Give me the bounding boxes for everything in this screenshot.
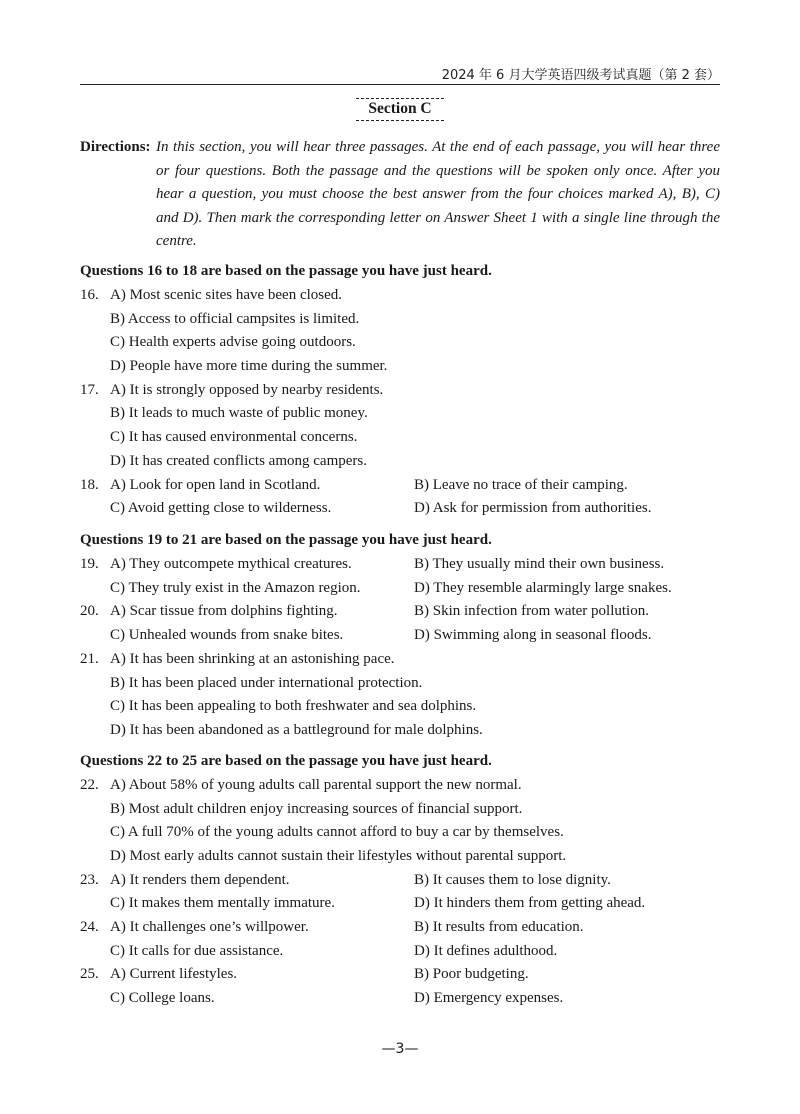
question-number: 20. xyxy=(80,603,99,619)
option-a: A) It challenges one’s willpower. xyxy=(110,919,309,935)
option-d: D) It has created conflicts among campers. xyxy=(110,453,367,469)
question-number: 23. xyxy=(80,872,99,888)
option-d: D) Most early adults cannot sustain their lifestyles without parental support. xyxy=(110,848,567,864)
option-c: C) It has been appealing to both freshwater and sea dolphins. xyxy=(110,698,477,714)
option-a: A) Current lifestyles. xyxy=(110,966,238,982)
option-a: A) Most scenic sites have been closed. xyxy=(110,287,343,303)
option-d: D) Emergency expenses. xyxy=(414,990,564,1006)
directions-label: Directions: xyxy=(80,139,151,155)
directions xyxy=(80,136,720,254)
option-d: D) Swimming along in seasonal floods. xyxy=(414,627,652,643)
question-number: 24. xyxy=(80,919,99,935)
option-b: B) Poor budgeting. xyxy=(414,966,529,982)
header-title: 2024 年 6 月大学英语四级考试真题（第 2 套） xyxy=(441,68,720,83)
option-b: B) It has been placed under international protection. xyxy=(110,675,423,691)
option-b: B) It results from education. xyxy=(414,919,584,935)
page-header xyxy=(80,62,720,85)
option-a: A) About 58% of young adults call parental support the new normal. xyxy=(110,777,522,793)
option-b: B) It leads to much waste of public money. xyxy=(110,405,368,421)
option-c: C) Unhealed wounds from snake bites. xyxy=(110,627,344,643)
question-number: 22. xyxy=(80,777,99,793)
option-b: B) Skin infection from water pollution. xyxy=(414,603,649,619)
section-label: Section C xyxy=(356,98,443,121)
page-number: —3— xyxy=(381,1041,419,1057)
directions-text: In this section, you will hear three passages. At the end of each passage, you will hear three or four questions. Both the passage and the questions will be spoken only once. After you hear a question, you must choose the best answer from the four choices marked A), B), C) and D). Then mark the corresponding letter on Answer Sheet 1 with a single line through the centre. xyxy=(156,139,720,249)
option-a: A) Look for open land in Scotland. xyxy=(110,477,321,493)
section-heading xyxy=(0,98,800,121)
option-c: C) Avoid getting close to wilderness. xyxy=(110,500,332,516)
option-a: A) Scar tissue from dolphins fighting. xyxy=(110,603,338,619)
group-heading-16-18: Questions 16 to 18 are based on the passage you have just heard. xyxy=(80,263,492,279)
option-c: C) College loans. xyxy=(110,990,215,1006)
option-b: B) Most adult children enjoy increasing sources of financial support. xyxy=(110,801,523,817)
option-b: B) It causes them to lose dignity. xyxy=(414,872,611,888)
option-d: D) It defines adulthood. xyxy=(414,943,558,959)
option-a: A) It is strongly opposed by nearby residents. xyxy=(110,382,384,398)
question-number: 17. xyxy=(80,382,99,398)
group-heading-19-21: Questions 19 to 21 are based on the passage you have just heard. xyxy=(80,532,492,548)
option-a: A) It has been shrinking at an astonishing pace. xyxy=(110,651,395,667)
option-b: B) They usually mind their own business. xyxy=(414,556,665,572)
option-d: D) It has been abandoned as a battleground for male dolphins. xyxy=(110,722,483,738)
option-c: C) They truly exist in the Amazon region. xyxy=(110,580,361,596)
option-d: D) They resemble alarmingly large snakes. xyxy=(414,580,672,596)
option-c: C) It calls for due assistance. xyxy=(110,943,284,959)
question-number: 16. xyxy=(80,287,99,303)
option-c: C) It has caused environmental concerns. xyxy=(110,429,358,445)
option-b: B) Leave no trace of their camping. xyxy=(414,477,628,493)
option-a: A) It renders them dependent. xyxy=(110,872,290,888)
group-heading-22-25: Questions 22 to 25 are based on the passage you have just heard. xyxy=(80,753,492,769)
option-c: C) Health experts advise going outdoors. xyxy=(110,334,356,350)
option-b: B) Access to official campsites is limited. xyxy=(110,311,360,327)
question-number: 18. xyxy=(80,477,99,493)
option-a: A) They outcompete mythical creatures. xyxy=(110,556,352,572)
option-c: C) A full 70% of the young adults cannot afford to buy a car by themselves. xyxy=(110,824,564,840)
question-number: 21. xyxy=(80,651,99,667)
question-number: 19. xyxy=(80,556,99,572)
option-c: C) It makes them mentally immature. xyxy=(110,895,335,911)
option-d: D) It hinders them from getting ahead. xyxy=(414,895,646,911)
question-number: 25. xyxy=(80,966,99,982)
option-d: D) Ask for permission from authorities. xyxy=(414,500,652,516)
option-d: D) People have more time during the summer. xyxy=(110,358,388,374)
